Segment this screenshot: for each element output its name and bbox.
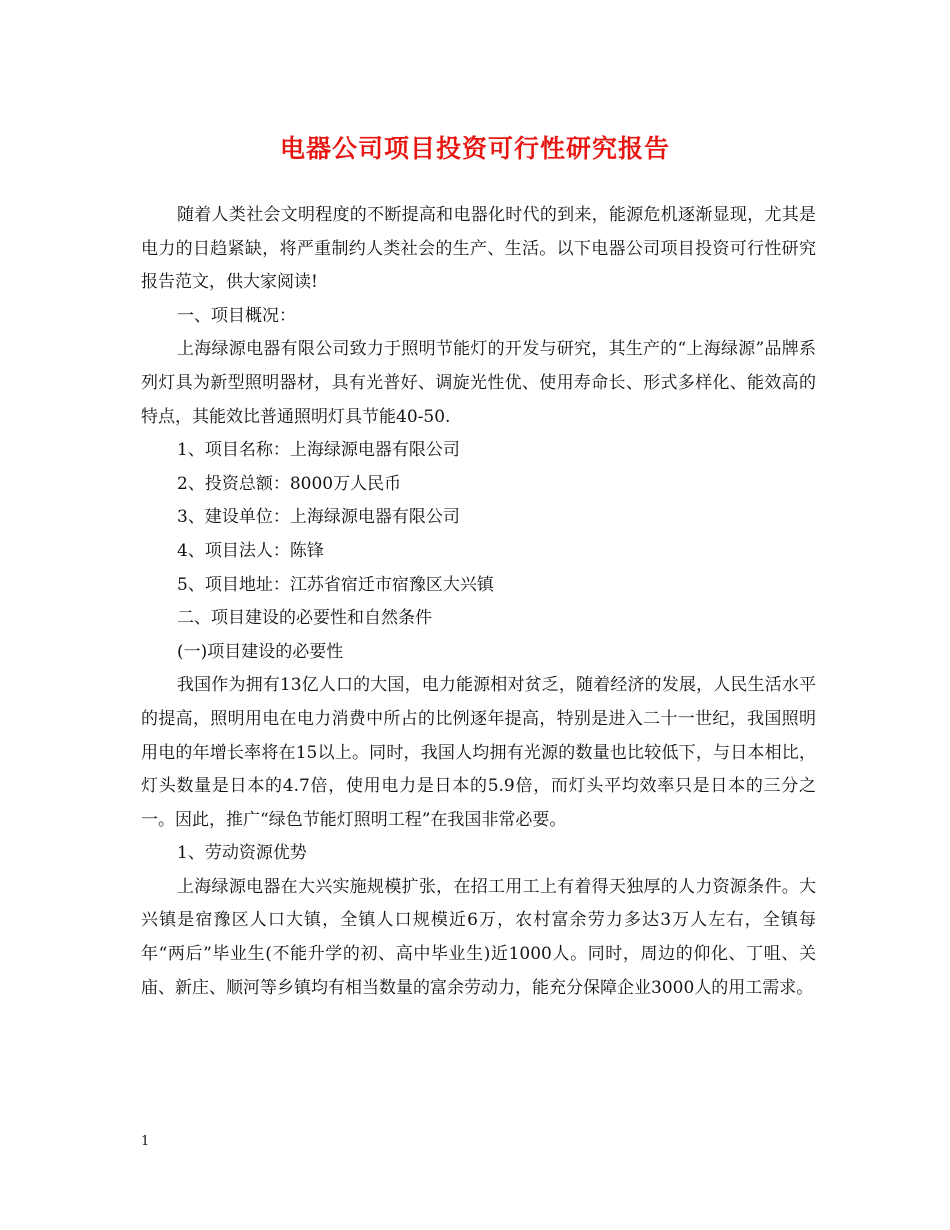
document-body bbox=[141, 199, 816, 1005]
page-number: 1 bbox=[141, 1134, 150, 1149]
investment-total-item: 2、投资总额：8000万人民币 bbox=[177, 473, 402, 494]
document-title: 电器公司项目投资可行性研究报告 bbox=[279, 134, 670, 163]
construction-unit-item: 3、建设单位：上海绿源电器有限公司 bbox=[177, 507, 460, 528]
necessity-paragraph: 我国作为拥有13亿人口的大国，电力能源相对贫乏，随着经济的发展，人民生活水平的提高，照明用电在电力消费中所占的比例逐年提高，特别是进入二十一世纪，我国照明用电的年增长率将在15以上。同时，我国人均拥有光源的数量也比较低下，与日本相比，灯头数量是日本的4.7倍，使用电力是日本的5.9倍，而灯头平均效率只是日本的三分之一。因此，推广“绿色节能灯照明工程”在我国非常必要。 bbox=[141, 675, 816, 830]
labor-paragraph: 上海绿源电器在大兴实施规模扩张，在招工用工上有着得天独厚的人力资源条件。大兴镇是宿豫区人口大镇，全镇人口规模近6万，农村富余劳力多达3万人左右，全镇每年“两后”毕业生(不能升学的初、高中毕业生)近1000人。同时，周边的仰化、丁咀、关庙、新庄、顺河等乡镇均有相当数量的富余劳动力，能充分保障企业3000人的用工需求。 bbox=[141, 876, 816, 998]
subsection-heading-labor: 1、劳动资源优势 bbox=[177, 843, 307, 864]
intro-paragraph: 随着人类社会文明程度的不断提高和电器化时代的到来，能源危机逐渐显现，尤其是电力的日趋紧缺，将严重制约人类社会的生产、生活。以下电器公司项目投资可行性研究报告范文，供大家阅读! bbox=[141, 205, 816, 293]
project-address-item: 5、项目地址：江苏省宿迁市宿豫区大兴镇 bbox=[177, 574, 494, 595]
subsection-heading-necessity: (一)项目建设的必要性 bbox=[177, 641, 344, 662]
section-heading-necessity: 二、项目建设的必要性和自然条件 bbox=[177, 608, 432, 629]
legal-person-item: 4、项目法人：陈锋 bbox=[177, 540, 324, 561]
company-description-paragraph: 上海绿源电器有限公司致力于照明节能灯的开发与研究，其生产的“上海绿源”品牌系列灯具为新型照明器材，具有光普好、调旋光性优、使用寿命长、形式多样化、能效高的特点，其能效比普通照明灯具节能40-50. bbox=[141, 339, 816, 427]
project-name-item: 1、项目名称：上海绿源电器有限公司 bbox=[177, 440, 460, 461]
section-heading-overview: 一、项目概况： bbox=[177, 305, 296, 326]
